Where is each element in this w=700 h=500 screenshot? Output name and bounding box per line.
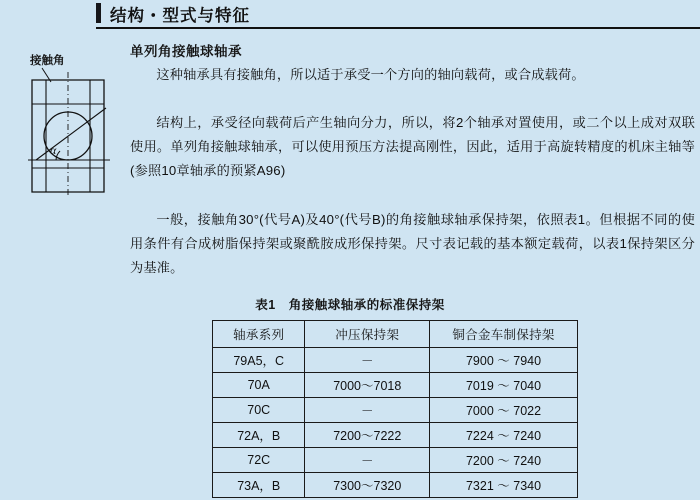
table-row [213,473,578,498]
table-cell: － [305,398,430,423]
table-header-row [213,321,578,348]
table-row [213,348,578,373]
table-cell: 70C [213,398,305,423]
table-container [212,320,578,498]
paragraph-3: 一般，接触角30°(代号A)及40°(代号B)的角接触球轴承保持架，依照表1。但根据不同的使用条件有合成树脂保持架或聚酰胺成形保持架。尺寸表记载的基本额定载荷，以表1保持架区分为基准。 [130,212,695,275]
page-header [0,0,700,30]
table-cell: － [305,348,430,373]
table-row [213,448,578,473]
bearing-cross-section-icon [6,42,130,202]
section-subtitle: 单列角接触球轴承 [130,44,242,59]
table-cell: 7224 ～ 7240 [430,423,578,448]
bearing-figure [6,42,130,202]
retainer-table [212,320,578,498]
page-title: 结构・型式与特征 [110,7,250,25]
table-cell: 7900 ～ 7940 [430,348,578,373]
table-cell: 7000 ～ 7022 [430,398,578,423]
table-header-cell: 冲压保持架 [305,321,430,348]
table-cell: 7321 ～ 7340 [430,473,578,498]
table-header-cell: 铜合金车制保持架 [430,321,578,348]
table-row [213,423,578,448]
table-header-cell: 轴承系列 [213,321,305,348]
table-cell: 72C [213,448,305,473]
table-cell: 7300～7320 [305,473,430,498]
table-row [213,373,578,398]
table-cell: 7019 ～ 7040 [430,373,578,398]
table-cell: 73A，B [213,473,305,498]
table-cell: － [305,448,430,473]
table-caption: 表1 角接触球轴承的标准保持架 [255,298,445,312]
table-cell: 7000～7018 [305,373,430,398]
paragraph-2: 结构上，承受径向载荷后产生轴向分力，所以，将2个轴承对置使用，或二个以上成对双联使用。单列角接触球轴承，可以使用预压方法提高刚性，因此，适用于高旋转精度的机床主轴等(参照10章轴承的预紧A96) [130,115,695,178]
header-divider [96,27,700,29]
table-cell: 72A，B [213,423,305,448]
svg-text:α: α [50,143,57,157]
table-cell: 79A5，C [213,348,305,373]
figure-label: 接触角 [30,55,65,67]
header-accent-bar [96,3,101,23]
table-cell: 7200 ～ 7240 [430,448,578,473]
table-row [213,398,578,423]
paragraph-1: 这种轴承具有接触角，所以适于承受一个方向的轴向载荷，或合成载荷。 [156,67,585,82]
table-cell: 7200～7222 [305,423,430,448]
table-cell: 70A [213,373,305,398]
